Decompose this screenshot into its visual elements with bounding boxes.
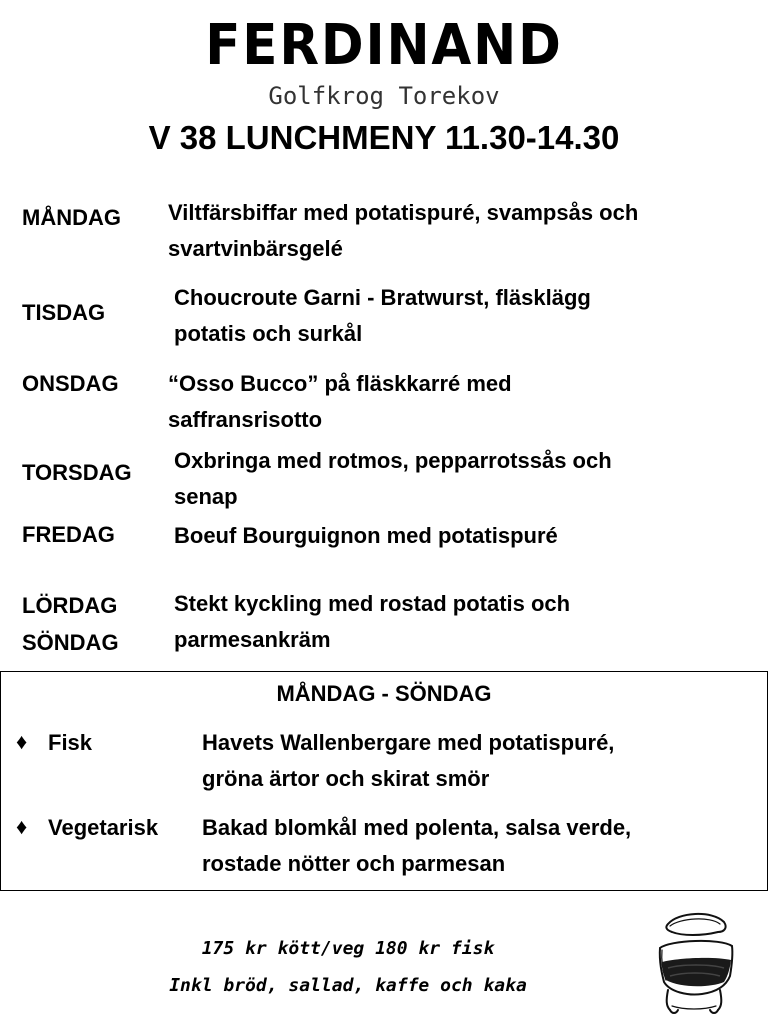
vegetarian-dish-line1: Bakad blomkål med polenta, salsa verde,	[202, 815, 632, 840]
dish-weekend-line1: Stekt kyckling med rostad potatis och	[174, 591, 571, 616]
diamond-bullet-icon: ♦	[16, 729, 28, 754]
day-thursday: TORSDAG	[22, 460, 132, 485]
vegetarian-dish-line2: rostade nötter och parmesan	[202, 851, 506, 876]
dish-friday-line1: Boeuf Bourguignon med potatispuré	[174, 523, 558, 548]
day-friday: FREDAG	[22, 522, 115, 547]
menu-heading: V 38 LUNCHMENY 11.30-14.30	[148, 119, 620, 156]
dish-monday-line2: svartvinbärsgelé	[168, 236, 343, 261]
category-vegetarian: Vegetarisk	[48, 815, 159, 840]
diamond-bullet-icon: ♦	[16, 814, 28, 839]
fish-dish-line1: Havets Wallenbergare med potatispuré,	[202, 730, 615, 755]
included-info: Inkl bröd, sallad, kaffe och kaka	[169, 975, 527, 996]
day-monday: MÅNDAG	[22, 205, 121, 230]
day-tuesday: TISDAG	[22, 300, 106, 325]
cooking-pot-icon	[654, 906, 736, 1016]
dish-tuesday-line2: potatis och surkål	[174, 321, 363, 346]
dish-tuesday-line1: Choucroute Garni - Bratwurst, fläsklägg	[174, 285, 591, 310]
weekly-specials-title: MÅNDAG - SÖNDAG	[276, 681, 492, 706]
dish-weekend-line2: parmesankräm	[174, 627, 331, 652]
fish-dish-line2: gröna ärtor och skirat smör	[202, 766, 490, 791]
dish-thursday-line1: Oxbringa med rotmos, pepparrotssås och	[174, 448, 612, 473]
day-wednesday: ONSDAG	[22, 371, 119, 396]
dish-thursday-line2: senap	[174, 484, 238, 509]
dish-wednesday-line1: “Osso Bucco” på fläskkarré med	[168, 371, 512, 396]
price-info: 175 kr kött/veg 180 kr fisk	[201, 938, 495, 959]
dish-wednesday-line2: saffransrisotto	[168, 407, 323, 432]
brand-name: FERDINAND	[205, 13, 563, 78]
brand-subtitle: Golfkrog Torekov	[268, 82, 500, 110]
day-saturday: LÖRDAG	[22, 593, 118, 618]
day-sunday: SÖNDAG	[22, 630, 119, 655]
category-fish: Fisk	[48, 730, 93, 755]
dish-monday-line1: Viltfärsbiffar med potatispuré, svampsås och	[168, 200, 639, 225]
